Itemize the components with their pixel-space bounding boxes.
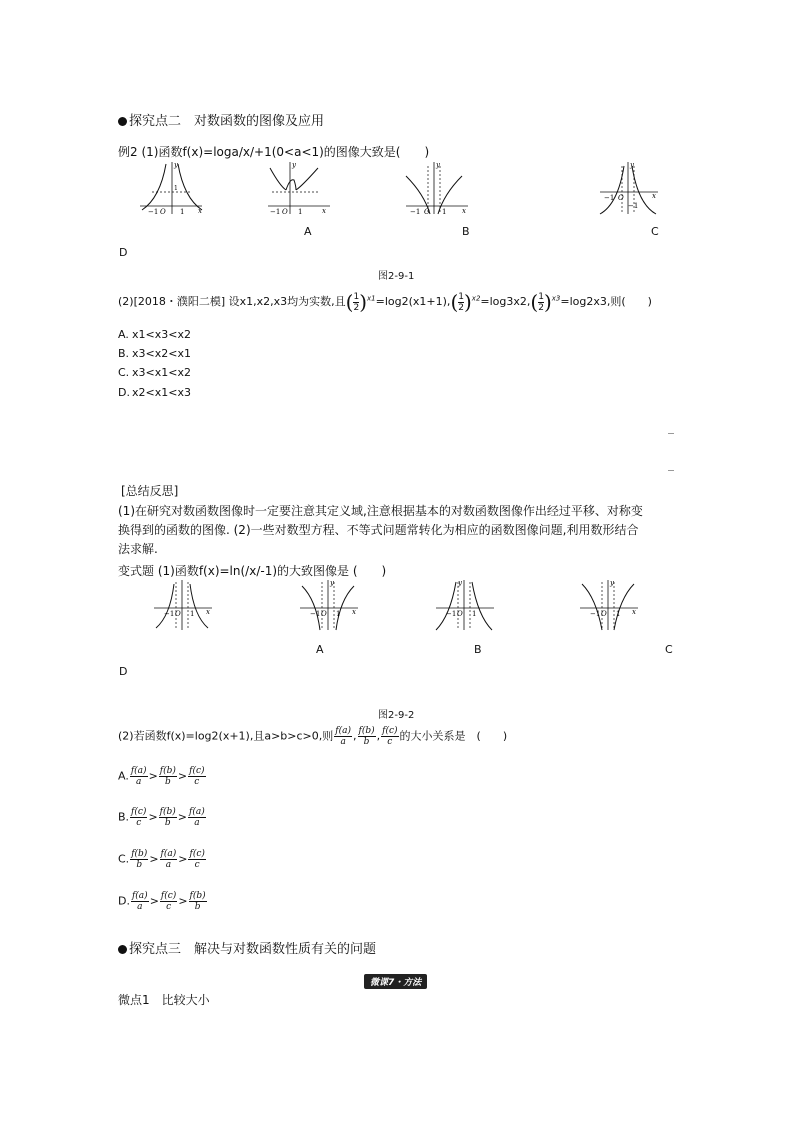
svg-text:O: O <box>160 208 166 216</box>
ex2-option-b[interactable]: B. x3<x2<x1 <box>118 347 191 360</box>
svg-text:y: y <box>174 161 178 169</box>
summary-line-3: 法求解. <box>118 542 158 556</box>
variant-option-b[interactable]: B. $\frac{f(c)}{c}$ > $\frac{f(b)}{b}$ > $\frac{f(a)}{a}$ <box>118 807 205 828</box>
svg-text:−1: −1 <box>164 610 175 618</box>
summary-line-1: (1)在研究对数函数图像时一定要注意其定义域,注意根据基本的对数函数图像作出经过平移、对称变 <box>118 504 643 518</box>
svg-text:O: O <box>457 610 463 618</box>
svg-text:x: x <box>322 207 326 215</box>
bullet-icon <box>118 945 127 954</box>
summary-line-2: 换得到的函数的图像. (2)一些对数型方程、不等式问题常转化为相应的函数图像问题,利用数形结合 <box>118 523 639 537</box>
ex2-option-d[interactable]: D. x2<x1<x3 <box>118 386 191 399</box>
variant-label-a: A <box>316 643 324 656</box>
svg-text:1: 1 <box>336 610 341 618</box>
graph-d <box>138 158 206 216</box>
graph-b <box>404 158 472 216</box>
ex2-option-c[interactable]: C. x3<x1<x2 <box>118 366 191 379</box>
svg-text:y: y <box>292 161 296 169</box>
svg-text:x: x <box>198 207 202 215</box>
variant-label-c: C <box>665 643 673 656</box>
svg-text:x: x <box>632 608 636 616</box>
figure-caption-1: 图2-9-1 <box>378 271 415 282</box>
svg-text:x: x <box>352 608 356 616</box>
svg-text:1: 1 <box>180 208 185 216</box>
variant-graph-c <box>578 576 642 632</box>
variant-question1: 变式题 (1)函数f(x)=ln(/x/-1)的大致图像是 ( ) <box>118 564 387 578</box>
svg-text:y: y <box>330 579 334 587</box>
fraction-one-half: $\frac{1}{2}$ <box>353 291 360 313</box>
svg-text:O: O <box>424 208 430 216</box>
svg-text:−1: −1 <box>604 194 615 202</box>
svg-text:1: 1 <box>174 185 178 192</box>
margin-mark <box>668 433 674 434</box>
variant-option-a[interactable]: A. $\frac{f(a)}{a}$ > $\frac{f(b)}{b}$ > $\frac{f(c)}{c}$ <box>118 766 205 787</box>
svg-text:1: 1 <box>190 610 195 618</box>
bullet-icon <box>118 117 127 126</box>
svg-text:x: x <box>652 192 656 200</box>
svg-text:O: O <box>321 610 327 618</box>
graph-a <box>266 158 334 216</box>
figure-caption-2: 图2-9-2 <box>378 710 415 721</box>
variant-question2: (2)若函数f(x)=log2(x+1),且a>b>c>0,则 $\frac{f(a)}{a}$ , $\frac{f(b)}{b}$ , $\frac{f(c)}{c}$ 的大小关系是 ( ) <box>118 726 508 747</box>
svg-text:O: O <box>601 610 607 618</box>
svg-text:1: 1 <box>298 208 303 216</box>
variant-option-c[interactable]: C. $\frac{f(b)}{b}$ > $\frac{f(a)}{a}$ > $\frac{f(c)}{c}$ <box>118 849 205 870</box>
svg-text:y: y <box>610 579 614 587</box>
svg-text:−1: −1 <box>446 610 457 618</box>
margin-mark <box>668 470 674 471</box>
micro-lesson-badge: 微课7・方法 <box>364 974 427 989</box>
svg-text:−1: −1 <box>410 208 421 216</box>
graph-label-d: D <box>119 246 128 259</box>
summary-heading: [总结反思] <box>121 484 179 498</box>
example2-question1: 例2 (1)函数f(x)=loga/x/+1(0<a<1)的图像大致是( ) <box>118 145 430 159</box>
section-heading-2: 探究点二 对数函数的图像及应用 <box>118 110 324 129</box>
svg-text:−1: −1 <box>590 610 601 618</box>
section-heading-3: 探究点三 解决与对数函数性质有关的问题 <box>118 938 376 957</box>
graph-label-b: B <box>462 225 470 238</box>
svg-text:−1: −1 <box>310 610 321 618</box>
variant-option-d[interactable]: D. $\frac{f(a)}{a}$ > $\frac{f(c)}{c}$ > $\frac{f(b)}{b}$ <box>118 891 206 912</box>
variant-label-b: B <box>474 643 482 656</box>
svg-text:O: O <box>282 208 288 216</box>
graph-label-c: C <box>651 225 659 238</box>
svg-text:1: 1 <box>472 610 477 618</box>
micro-point-1: 微点1 比较大小 <box>118 993 210 1007</box>
svg-text:x: x <box>206 608 210 616</box>
variant-graph-b <box>434 576 498 632</box>
svg-text:y: y <box>630 161 634 169</box>
svg-text:O: O <box>175 610 181 618</box>
svg-text:1: 1 <box>616 610 621 618</box>
ex2-option-a[interactable]: A. x1<x3<x2 <box>118 328 191 341</box>
svg-text:y: y <box>436 161 440 169</box>
svg-text:−1: −1 <box>628 202 639 210</box>
svg-text:1: 1 <box>442 208 447 216</box>
svg-text:O: O <box>618 194 624 202</box>
svg-text:−1: −1 <box>148 208 159 216</box>
variant-graph-a <box>298 576 362 632</box>
svg-text:y: y <box>458 579 462 587</box>
variant-label-d: D <box>119 665 128 678</box>
example2-question2: (2)[2018・濮阳二模] 设x1,x2,x3均为实数,且( $\frac{1}{2}$ )$^{x1}$=log2(x1+1),( $\frac{1}{2}$ )$^{x2}$=log3x2,( $\frac{1}{2}$ )$^{x3}$=log2x3,则( ) <box>118 290 652 314</box>
svg-text:−1: −1 <box>270 208 281 216</box>
variant-graph-d <box>152 576 216 632</box>
svg-text:x: x <box>462 207 466 215</box>
graph-c <box>598 158 666 216</box>
graph-label-a: A <box>304 225 312 238</box>
